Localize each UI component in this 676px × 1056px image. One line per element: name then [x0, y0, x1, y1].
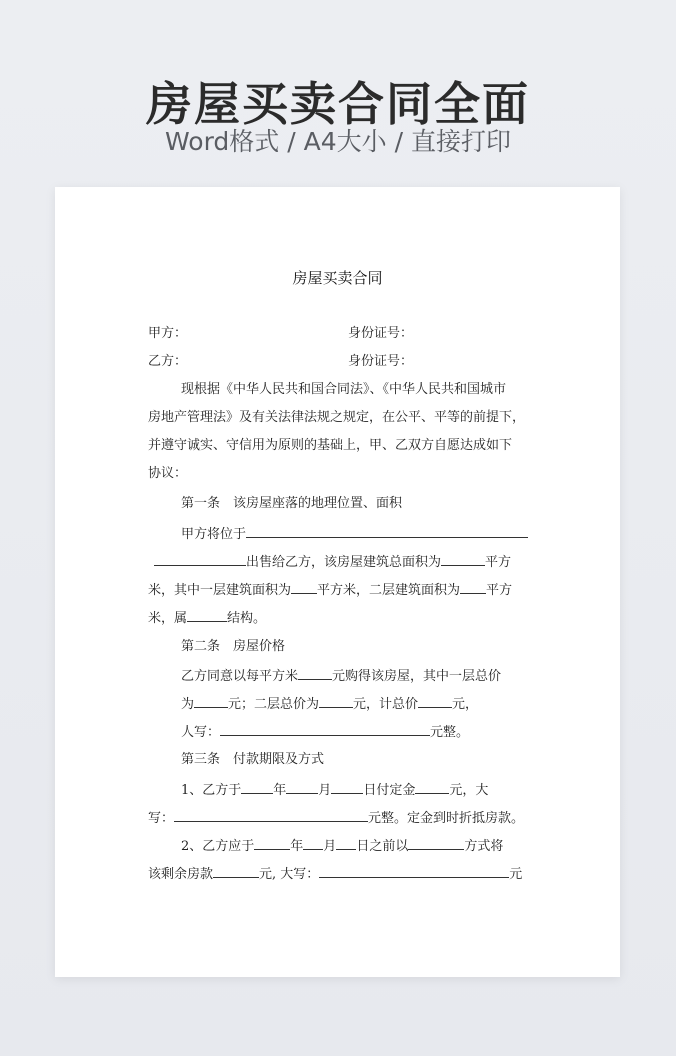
blank-floor2-price[interactable]	[319, 693, 353, 708]
blank-price-words[interactable]	[220, 721, 430, 736]
article-1-text: 平方米，二层建筑面积为	[317, 583, 461, 598]
article-1-heading: 第一条 该房屋座落的地理位置、面积	[181, 496, 403, 511]
banner-title: 房屋买卖合同全面	[146, 77, 530, 131]
article-3-text: 年	[290, 839, 304, 854]
preamble-line-1: 现根据《中华人民共和国合同法》、《中华人民共和国城市	[181, 382, 507, 397]
article-2-text: 元，	[452, 697, 479, 712]
article-3-text: 1、乙方于	[181, 783, 242, 798]
article-1-line-1	[148, 523, 530, 543]
blank-balance-day[interactable]	[336, 835, 356, 850]
article-3-text: 写：	[148, 811, 175, 826]
blank-unit-price[interactable]	[298, 665, 332, 680]
article-3-line-4	[148, 863, 530, 883]
preamble-line-4: 协议：	[148, 466, 188, 481]
article-2-text: 元；二层总价为	[228, 697, 320, 712]
article-3-text: 月	[323, 839, 337, 854]
blank-balance-year[interactable]	[254, 835, 290, 850]
blank-total-area[interactable]	[441, 551, 485, 566]
article-2-text: 元整。	[430, 725, 470, 740]
article-2-line-2	[148, 693, 530, 713]
party-a-row	[148, 324, 530, 344]
document-page	[55, 187, 620, 977]
article-1-text: 平方	[485, 555, 512, 570]
article-3-heading: 第三条 付款期限及方式	[181, 752, 325, 767]
article-1-text: 平方	[486, 583, 513, 598]
blank-payment-method[interactable]	[408, 835, 464, 850]
party-a-id-label: 身份证号：	[348, 326, 414, 341]
article-3-text: 该剩余房款	[148, 867, 214, 882]
party-b-label: 乙方：	[148, 354, 188, 369]
article-2-text: 元购得该房屋，其中一层总价	[332, 669, 502, 684]
article-1-line-3	[148, 579, 530, 599]
party-b-id-label: 身份证号：	[348, 354, 414, 369]
article-3-text: 元整。定金到时折抵房款。	[368, 811, 525, 826]
article-2-text: 乙方同意以每平方米	[181, 669, 299, 684]
preamble-line-2: 房地产管理法》及有关法律法规之规定，在公平、平等的前提下，	[148, 410, 526, 425]
blank-deposit-words[interactable]	[174, 807, 368, 822]
article-1-text: 米，属	[148, 611, 188, 626]
article-2-line-1	[148, 665, 530, 685]
article-3-text: 日之前以	[356, 839, 409, 854]
blank-deposit-year[interactable]	[241, 779, 273, 794]
article-3-text: 年	[273, 783, 287, 798]
article-2-text: 元，计总价	[353, 697, 419, 712]
blank-deposit-month[interactable]	[286, 779, 318, 794]
blank-deposit-day[interactable]	[331, 779, 363, 794]
article-1-text: 米，其中一层建筑面积为	[148, 583, 292, 598]
article-2-text: 人写：	[181, 725, 221, 740]
blank-deposit-amount[interactable]	[415, 779, 449, 794]
article-1-text: 出售给乙方，该房屋建筑总面积为	[246, 555, 442, 570]
article-2-heading: 第二条 房屋价格	[181, 639, 286, 654]
blank-location[interactable]	[246, 523, 528, 538]
banner-subtitle: Word格式 / A4大小 / 直接打印	[165, 127, 511, 156]
article-3-text: 月	[318, 783, 332, 798]
blank-structure[interactable]	[187, 607, 227, 622]
article-3-text: 元，大	[449, 783, 489, 798]
document-title: 房屋买卖合同	[292, 269, 383, 287]
blank-floor2-area[interactable]	[460, 579, 486, 594]
article-1-text: 甲方将位于	[181, 527, 247, 542]
article-3-line-3	[148, 835, 530, 855]
article-3-text: 方式将	[464, 839, 504, 854]
party-a-label: 甲方：	[148, 326, 188, 341]
article-2-line-3	[148, 721, 530, 741]
blank-balance-amount[interactable]	[213, 863, 259, 878]
party-b-row	[148, 352, 530, 372]
blank-balance-month[interactable]	[303, 835, 323, 850]
blank-total-price[interactable]	[418, 693, 452, 708]
blank-address[interactable]	[154, 551, 246, 566]
article-3-text: 元, 大写：	[259, 867, 320, 882]
article-3-text: 日付定金	[363, 783, 416, 798]
article-1-line-2	[148, 551, 530, 571]
blank-floor1-area[interactable]	[291, 579, 317, 594]
article-3-line-2	[148, 807, 530, 827]
article-3-line-1	[148, 779, 530, 799]
article-2-text: 为	[181, 697, 195, 712]
article-1-line-4	[148, 607, 530, 627]
article-3-text: 元	[509, 867, 523, 882]
article-1-text: 结构。	[227, 611, 267, 626]
preamble-line-3: 并遵守诚实、守信用为原则的基础上，甲、乙双方自愿达成如下	[148, 438, 513, 453]
blank-floor1-price[interactable]	[194, 693, 228, 708]
article-3-text: 2、乙方应于	[181, 839, 255, 854]
blank-balance-words[interactable]	[319, 863, 509, 878]
